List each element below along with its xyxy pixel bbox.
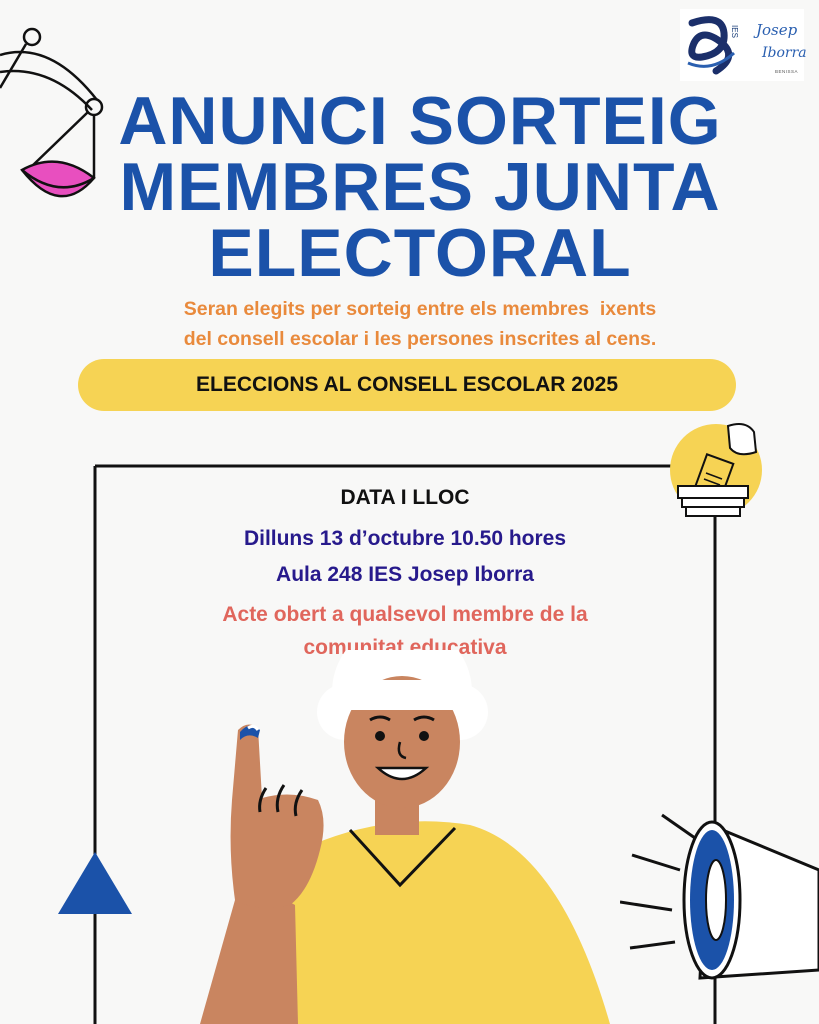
banner-text: ELECCIONS AL CONSELL ESCOLAR 2025 [195, 373, 619, 396]
logo-name-2: Iborra [762, 45, 807, 61]
event-date: Dilluns 13 d’octubre 10.50 hores [243, 527, 567, 550]
megaphone-icon [620, 800, 819, 1024]
title-line-1: ANUNCI SORTEIG [118, 83, 722, 159]
logo-name-1: Josep [756, 21, 798, 39]
open-note-line-2: comunitat educativa [303, 636, 507, 659]
title-line-2: MEMBRES JUNTA [119, 149, 721, 225]
title-line-3: ELECTORAL [208, 215, 632, 291]
triangle-icon [56, 850, 134, 916]
info-heading: DATA I LLOC [340, 486, 470, 509]
logo-prefix: IES [729, 25, 739, 38]
open-note-line-1: Acte obert a qualsevol membre de la [222, 603, 588, 626]
subtitle-line-2: del consell escolar i les persones inscrites al cens. [183, 328, 657, 350]
person-illustration [200, 650, 630, 1024]
subtitle-line-1: Seran elegits per sorteig entre els membres ixents [183, 298, 657, 320]
event-place: Aula 248 IES Josep Iborra [276, 563, 534, 586]
logo-city: BENISSA [775, 69, 799, 74]
